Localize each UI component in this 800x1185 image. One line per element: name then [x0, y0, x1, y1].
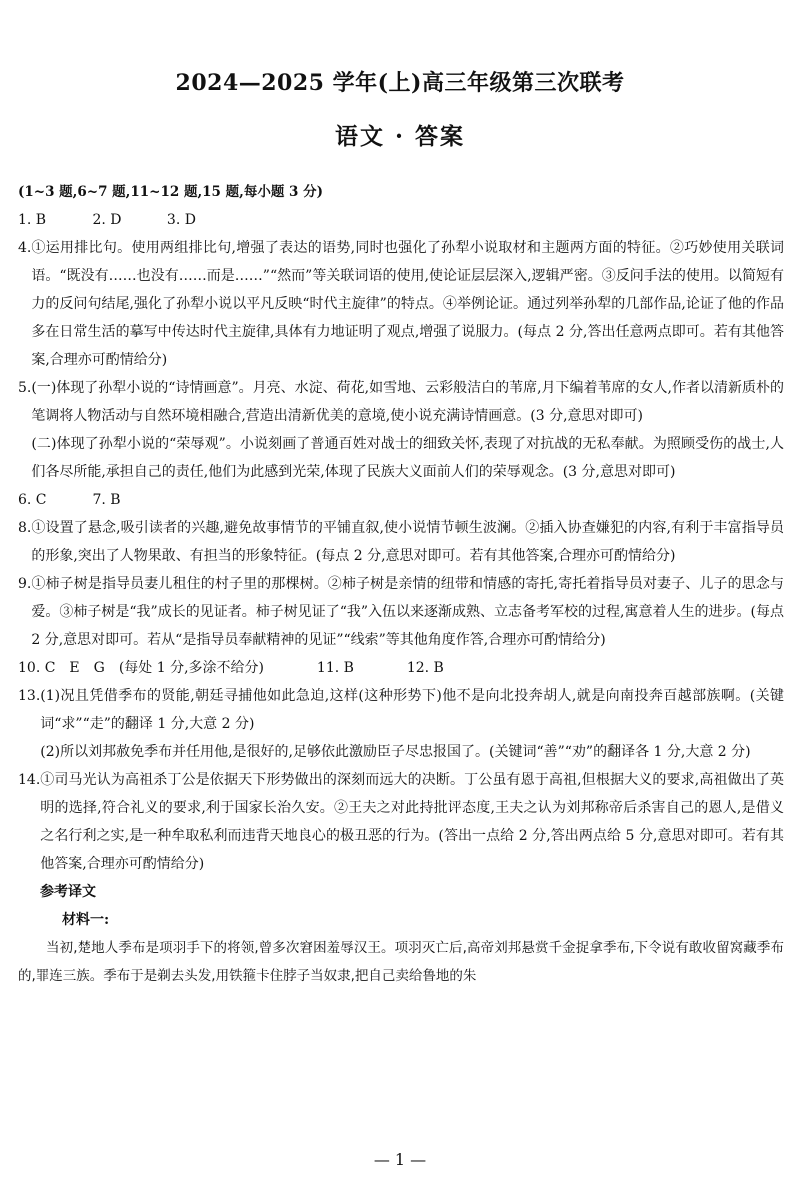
scoring-note: (1~3 题,6~7 题,11~12 题,15 题,每小题 3 分) — [18, 184, 324, 200]
answer-q1: 1. B — [18, 212, 47, 228]
exam-title: 2024—2025 学年(上)高三年级第三次联考 — [175, 70, 625, 96]
answers-row-1 — [18, 206, 784, 234]
translation-line-1: 当初,楚地人季布是项羽手下的将领,曾多次窘困羞辱汉王。项羽灭亡后,高帝刘邦悬赏千金捉拿季布, — [46, 940, 635, 956]
question-13-part-1: (1)况且凭借季布的贤能,朝廷寻捕他如此急迫,这样(这种形势下)他不是向北投奔胡人,就是向南投奔百越部族啊。(关键词“求”“走”的翻译 1 分,大意 2 分) — [40, 688, 784, 732]
question-5-part-2: (二)体现了孙犁小说的“荣辱观”。小说刻画了普通百姓对战士的细致关怀,表现了对抗战的无私奉献。为照顾受伤的战士,人们各尽所能,承担自己的责任,他们为此感到光荣,体现了民族大义面前人们的荣辱观念。(3 分,意思对即可) — [31, 436, 784, 480]
answers-row-3 — [18, 654, 784, 682]
question-number: 13. — [18, 688, 41, 704]
question-number: 8. — [18, 520, 32, 536]
translation-line-2: 下令说有敢收留窝藏季布的,罪连三族。季布于是剃去头发,用铁箍卡住脖子当奴隶,把自己卖给鲁地的朱 — [18, 940, 784, 984]
question-5 — [18, 374, 784, 486]
answer-q12: 12. B — [406, 660, 444, 676]
exam-subtitle: 语文 · 答案 — [334, 123, 466, 150]
question-13 — [18, 682, 784, 766]
answer-q2: 2. D — [92, 212, 122, 228]
answer-q3: 3. D — [166, 212, 196, 228]
question-14-answer: ①司马光认为高祖杀丁公是依据天下形势做出的深刻而远大的决断。丁公虽有恩于高祖,但根据大义的要求,高祖做出了英明的选择,符合礼义的要求,利于国家长治久安。②王夫之对此持批评态度,王夫之认为刘邦称帝后杀害自己的恩人,是借义之名行利之实,是一种牟取私利而违背天地良心的极丑恶的行为。(答出一点给 2 分,答出两点给 5 分,意思对即可。若有其他答案,合理亦可酌情给分) — [40, 772, 784, 872]
page-number: — 1 — — [373, 1150, 427, 1169]
translation-paragraph — [18, 934, 784, 990]
question-number: 9. — [18, 576, 32, 592]
question-number: 14. — [18, 772, 41, 788]
answer-content — [18, 178, 784, 990]
material-1-title: 材料一: — [62, 912, 110, 928]
reference-translation-title: 参考译文 — [40, 884, 96, 900]
question-8-answer: ①设置了悬念,吸引读者的兴趣,避免故事情节的平铺直叙,使小说情节顿生波澜。②插入协查嫌犯的内容,有利于丰富指导员的形象,突出了人物果敢、有担当的形象特征。(每点 2 分,意思对即可。若有其他答案,合理亦可酌情给分) — [31, 520, 784, 564]
question-9-answer: ①柿子树是指导员妻儿租住的村子里的那棵树。②柿子树是亲情的纽带和情感的寄托,寄托着指导员对妻子、儿子的思念与爱。③柿子树是“我”成长的见证者。柿子树见证了“我”入伍以来逐渐成熟、立志备考军校的过程,寓意着人生的进步。(每点 2 分,意思对即可。若从“是指导员奉献精神的见证”“线索”等其他角度作答,合理亦可酌情给分) — [31, 576, 784, 648]
question-14 — [18, 766, 784, 878]
question-4-answer: ①运用排比句。使用两组排比句,增强了表达的语势,同时也强化了孙犁小说取材和主题两方面的特征。②巧妙使用关联词语。“既没有……也没有……而是……”“然而”等关联词语的使用,使论证层层深入,逻辑严密。③反问手法的使用。以简短有力的反问句结尾,强化了孙犁小说以平凡反映“时代主旋律”的特点。④举例论证。通过列举孙犁的几部作品,论证了他的作品多在日常生活的摹写中传达时代主旋律,具体有力地证明了观点,增强了说服力。(每点 2 分,答出任意两点即可。若有其他答案,合理亦可酌情给分) — [31, 240, 784, 368]
answer-q10: 10. C E G (每处 1 分,多涂不给分) — [18, 660, 265, 676]
question-8 — [18, 514, 784, 570]
question-13-part-2: (2)所以刘邦赦免季布并任用他,是很好的,足够依此激励臣子尽忠报国了。(关键词“善”“劝”的翻译各 1 分,大意 2 分) — [40, 744, 751, 760]
answers-row-2 — [18, 486, 784, 514]
question-number: 4. — [18, 240, 32, 256]
question-4 — [18, 234, 784, 374]
answer-q11: 11. B — [316, 660, 354, 676]
question-number: 5. — [18, 380, 32, 396]
question-9 — [18, 570, 784, 654]
answer-q6: 6. C — [18, 492, 47, 508]
question-5-part-1: (一)体现了孙犁小说的“诗情画意”。月亮、水淀、荷花,如雪地、云彩般洁白的苇席,月下编着苇席的女人,作者以清新质朴的笔调将人物活动与自然环境相融合,营造出清新优美的意境,使小说充满诗情画意。(3 分,意思对即可) — [31, 380, 784, 424]
answer-q7: 7. B — [92, 492, 121, 508]
